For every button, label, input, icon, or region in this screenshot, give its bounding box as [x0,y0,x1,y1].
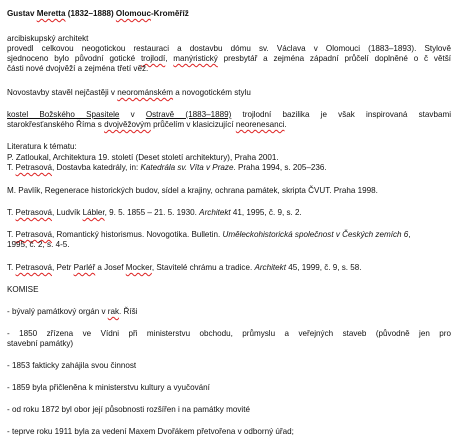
bullet-2-line-1: - 1850 zřízena ve Vídni při ministerstvu obchodu, průmyslu a veřejných staveb (původně jen pro [7,329,451,338]
author-dates: (1832–1888) [65,9,116,18]
author-first-name: Gustav [7,9,37,18]
author-place: Olomouc [115,9,151,18]
city-link: Ostravě (1883–1889) [145,110,232,119]
reference-2: T. Petrasová, Dostavba katedrály, in: Katedrála sv. Víta v Praze. Praha 1994, s. 205–236. [7,163,327,172]
paragraph-1-line-1: provedl celkovou neogotickou restauraci a dostavbu dómu sv. Václava v Olomouci (1883–1893). Stylově [7,44,451,53]
paragraph-1-line-2: sjednoceno bylo původní gotické trojlodí, manýristický presbytář a zejména západní průčelí doplněné o č větší [7,54,451,63]
bullet-5: - od roku 1872 byl obor její působnosti rozšířen i na památky movité [7,405,250,414]
reference-3: M. Pavlík, Regenerace historických budov, sídel a krajiny, ochrana památek, skripta ČVUT. Praha 1998. [7,186,378,195]
author-surname: Meretta [36,9,66,18]
author-place-suffix: -Kroměříž [150,9,189,18]
reference-5-line-1: T. Petrasová, Romantický historismus. Novogotika. Bulletin. Uměleckohistorická společnost v Českých zemích 6, [7,230,411,239]
church-link: kostel Božského Spasitele [7,110,120,119]
reference-1: P. Zatloukal, Architektura 19. století (Deset století architektury), Praha 2001. [7,153,279,162]
paragraph-3-line-1: kostel Božského Spasitele v Ostravě (1883–1889) trojlodní bazilika je však inspirovaná stavbami [7,110,451,119]
reference-4: T. Petrasová, Ludvík Lábler, 9. 5. 1855 – 21. 5. 1930. Architekt 41, 1995, č. 9, s. 2. [7,208,302,217]
reference-6: T. Petrasová, Petr Parléř a Josef Mocker, Stavitelé chrámu a tradice. Architekt 45, 1999, č. 9, s. 58. [7,263,362,272]
reference-5-line-2: 1995, č. 2, s. 4-5. [7,240,70,249]
paragraph-2: Novostavby stavěl nejčastěji v neorománském a novogotickém stylu [7,88,251,97]
author-heading [7,9,189,19]
bullet-3: - 1853 fakticky zahájila svou činnost [7,361,137,370]
paragraph-1-line-3: části nové dvojvěží a zejména třetí věž. [7,64,149,73]
bullet-2-line-2: stavební památky) [7,339,74,348]
komise-heading: KOMISE [7,285,39,294]
bullet-1: - bývalý památkový orgán v rak. Říši [7,307,138,316]
bullet-4: - 1859 byla přičleněna k ministerstvu kultury a vyučování [7,383,210,392]
role-line: arcibiskupský architekt [7,34,89,43]
paragraph-3-line-2: starokřesťanského Říma s dvojvěžovým průčelím v klasicizující neorenesanci. [7,120,287,129]
bullet-6: - teprve roku 1911 byla za vedení Maxem Dvořákem přetvořena v odborný úřad; [7,427,294,436]
literature-heading: Literatura k tématu: [7,142,77,151]
